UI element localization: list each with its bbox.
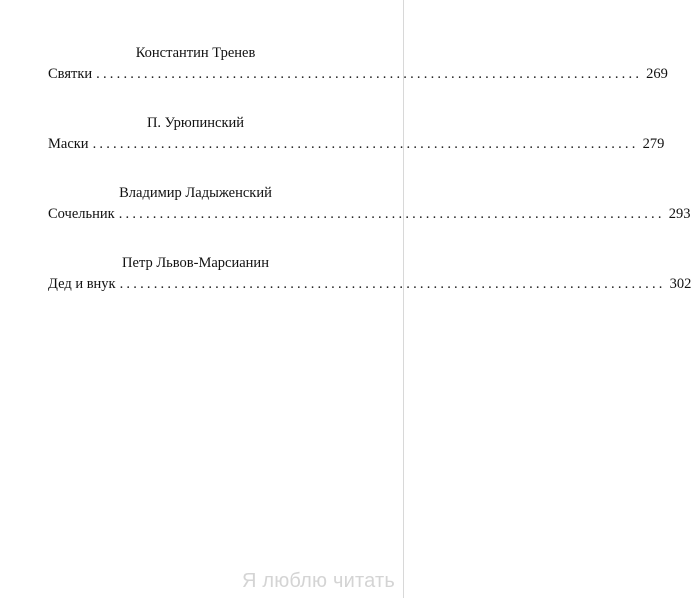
toc-title: Сочельник <box>48 206 115 222</box>
dot-leader: ................................................................................ <box>92 136 639 152</box>
dot-leader: ................................................................................ <box>96 66 643 82</box>
toc-author: П. Урюпинский <box>146 115 245 131</box>
toc-line <box>48 65 668 83</box>
dot-leader: ................................................................................ <box>119 276 666 292</box>
toc-entry <box>48 114 665 153</box>
toc-title: Дед и внук <box>48 276 116 292</box>
toc-page-number: 279 <box>642 136 665 152</box>
toc-line <box>48 205 691 223</box>
toc-entry <box>48 44 668 83</box>
toc-page-number: 302 <box>669 276 691 292</box>
toc-entry <box>48 254 691 293</box>
table-of-contents <box>48 44 691 324</box>
toc-author: Владимир Ладыженский <box>119 185 272 201</box>
toc-title: Маски <box>48 136 89 152</box>
toc-page-number: 293 <box>668 206 691 222</box>
toc-author: Петр Львов-Марсианин <box>122 255 269 271</box>
watermark-text: Я люблю читать <box>241 570 395 592</box>
toc-page-number: 269 <box>646 66 668 82</box>
toc-title: Святки <box>48 66 93 82</box>
toc-line <box>48 135 665 153</box>
toc-entry <box>48 184 691 223</box>
dot-leader: ................................................................................ <box>118 206 665 222</box>
toc-line <box>48 275 691 293</box>
toc-author: Константин Тренев <box>135 45 256 61</box>
